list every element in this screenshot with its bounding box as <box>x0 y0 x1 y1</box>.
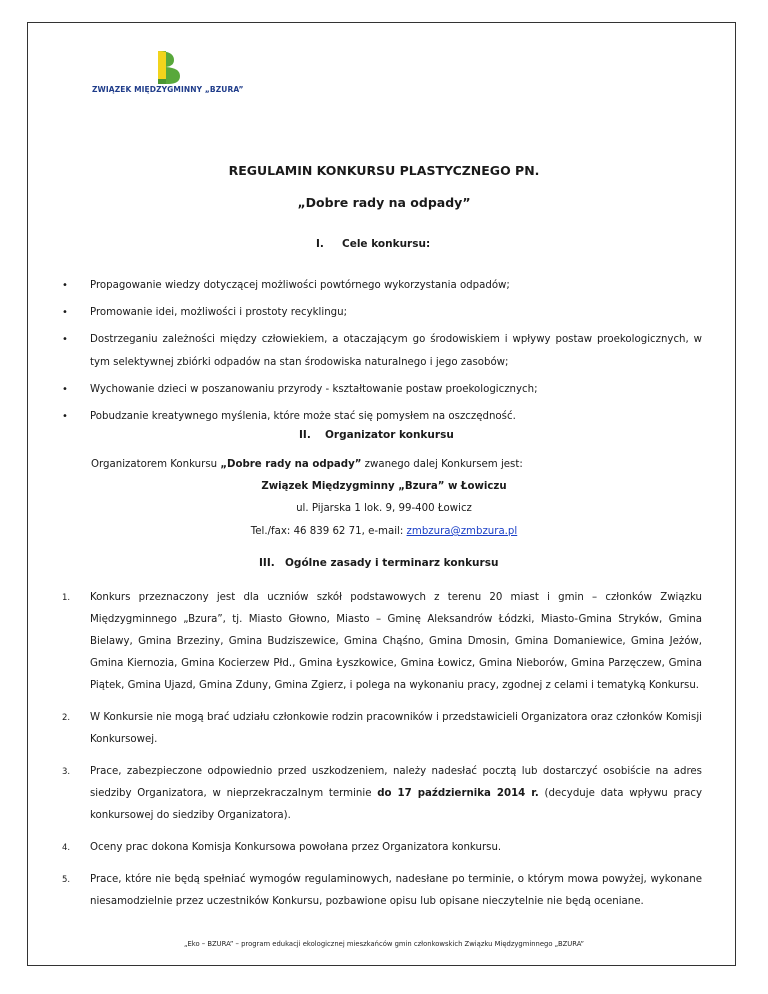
section-heading-3 <box>259 557 498 569</box>
section-number: I. <box>316 238 324 250</box>
list-item: 5. Prace, które nie będą spełniać wymogów regulaminowych, nadesłane po terminie, o którym mowa powyżej, wykonane niesamodzielnie przez uczestników Konkursu, pozbawione opisu lub opisane nieczytelnie nie będą oceniane. <box>62 874 702 907</box>
list-item: • Dostrzeganiu zależności między człowiekiem, a otaczającym go środowiskiem i wpływy postaw proekologicznych, w tym selektywnej zbiórki odpadów na stan środowiska naturalnego i jego zasobów; <box>62 328 702 374</box>
section-title: Ogólne zasady i terminarz konkursu <box>285 557 499 569</box>
logo-text: ZWIĄZEK MIĘDZYGMINNY „BZURA” <box>92 85 244 94</box>
list-item: 4. Oceny prac dokona Komisja Konkursowa powołana przez Organizatora konkursu. <box>62 842 502 853</box>
organizer-contact: Tel./fax: 46 839 62 71, e-mail: zmbzura@zmbzura.pl <box>250 526 518 537</box>
section-number: II. <box>299 429 311 441</box>
list-item: 2. W Konkursie nie mogą brać udziału członkowie rodzin pracowników i przedstawicieli Organizatora oraz członków Komisji Konkursowej. <box>62 712 702 745</box>
email-link[interactable]: zmbzura@zmbzura.pl <box>406 526 518 537</box>
document-subtitle: „Dobre rady na odpady” <box>297 195 471 210</box>
list-item: • Propagowanie wiedzy dotyczącej możliwości powtórnego wykorzystania odpadów; <box>62 274 702 297</box>
goals-list <box>62 274 702 432</box>
list-item: 3. Prace, zabezpieczone odpowiednio przed uszkodzeniem, należy nadesłać pocztą lub dostarczyć osobiście na adres siedziby Organizatora, w nieprzekraczalnym terminie do 17 października 2014 r. (decyduje data wpływu pracy konkursowej do siedziby Organizatora). <box>62 766 703 821</box>
organizer-name: Związek Międzygminny „Bzura” w Łowiczu <box>261 481 507 492</box>
section-heading-1 <box>316 238 430 250</box>
organizer-intro: Organizatorem Konkursu „Dobre rady na odpady” zwanego dalej Konkursem jest: <box>91 459 523 470</box>
section-heading-2 <box>299 429 454 441</box>
page-footer: „Eko – BZURA” – program edukacji ekologicznej mieszkańców gmin członkowskich Związku Międzygminnego „BZURA” <box>183 940 585 948</box>
list-item: • Pobudzanie kreatywnego myślenia, które może stać się pomysłem na oszczędność. <box>62 405 702 428</box>
section-title: Organizator konkursu <box>325 429 454 441</box>
section-number: III. <box>259 557 275 569</box>
document-title: REGULAMIN KONKURSU PLASTYCZNEGO PN. <box>228 163 540 178</box>
list-item: • Promowanie idei, możliwości i prostoty recyklingu; <box>62 301 702 324</box>
section-title: Cele konkursu: <box>342 238 431 250</box>
list-item: • Wychowanie dzieci w poszanowaniu przyrody - kształtowanie postaw proekologicznych; <box>62 378 702 401</box>
organizer-address: ul. Pijarska 1 lok. 9, 99-400 Łowicz <box>296 503 472 514</box>
list-item: 1. Konkurs przeznaczony jest dla uczniów szkół podstawowych z terenu 20 miast i gmin – członków Związku Międzygminnego „Bzura”, tj. Miasto Głowno, Miasto – Gminę Aleksandrów Łódzki, Miasto-Gmina Stryków, Gmina Bielawy, Gmina Brzeziny, Gmina Budziszewice, Gmina Chąśno, Gmina Dmosin, Gmina Domaniewice, Gmina Jeżów, Gmina Kiernozia, Gmina Kocierzew Płd., Gmina Łyszkowice, Gmina Łowicz, Gmina Nieborów, Gmina Parzęczew, Gmina Piątek, Gmina Ujazd, Gmina Zduny, Gmina Zgierz, i polega na wykonaniu pracy, zgodnej z celami i tematyką Konkursu. <box>62 592 702 691</box>
rules-list <box>62 587 702 923</box>
